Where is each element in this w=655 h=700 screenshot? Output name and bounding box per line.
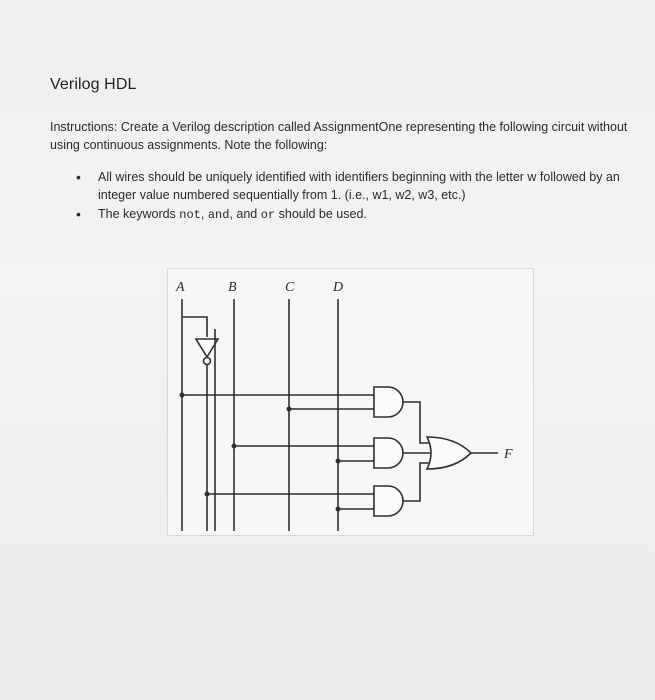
- separator: ,: [200, 207, 208, 221]
- input-label-c: C: [285, 280, 295, 295]
- wire-a-to-not: [182, 317, 207, 337]
- bullet-text: The keywords: [98, 207, 180, 221]
- input-label-b: B: [228, 280, 237, 295]
- separator: , and: [229, 207, 261, 221]
- keyword-or: or: [260, 208, 276, 222]
- output-label-f: F: [504, 447, 513, 462]
- circuit-svg: [168, 269, 533, 535]
- wire-or-in1: [403, 402, 430, 443]
- list-item: • All wires should be uniquely identified with identifiers beginning with the letter w followed by an integer value numbered sequentially from 1. (i.e., w1, w2, w3, etc.): [76, 168, 632, 204]
- and-gate-1: [374, 387, 403, 417]
- circuit-diagram: [167, 268, 534, 536]
- not-gate-bubble: [204, 358, 211, 365]
- junction-dot: [232, 444, 237, 449]
- or-gate: [427, 437, 471, 469]
- junction-dot: [205, 492, 210, 497]
- keyword-and: and: [207, 208, 230, 222]
- requirements-list: [76, 168, 632, 225]
- and-gate-3: [374, 486, 403, 516]
- input-label-a: A: [176, 280, 185, 295]
- bullet-text: should be used.: [275, 207, 367, 221]
- list-item: [76, 205, 632, 224]
- junction-dot: [180, 393, 185, 398]
- input-label-d: D: [333, 280, 344, 295]
- instructions-paragraph: Instructions: Create a Verilog description called AssignmentOne representing the following circuit without using continuous assignments. Note the following:: [50, 120, 628, 152]
- junction-dot: [336, 507, 341, 512]
- junction-dot: [336, 459, 341, 464]
- keyword-not: not: [179, 208, 201, 222]
- and-gate-2: [374, 438, 403, 468]
- page-title: Verilog HDL: [50, 76, 137, 93]
- wire-or-in3: [403, 463, 430, 501]
- junction-dot: [287, 407, 292, 412]
